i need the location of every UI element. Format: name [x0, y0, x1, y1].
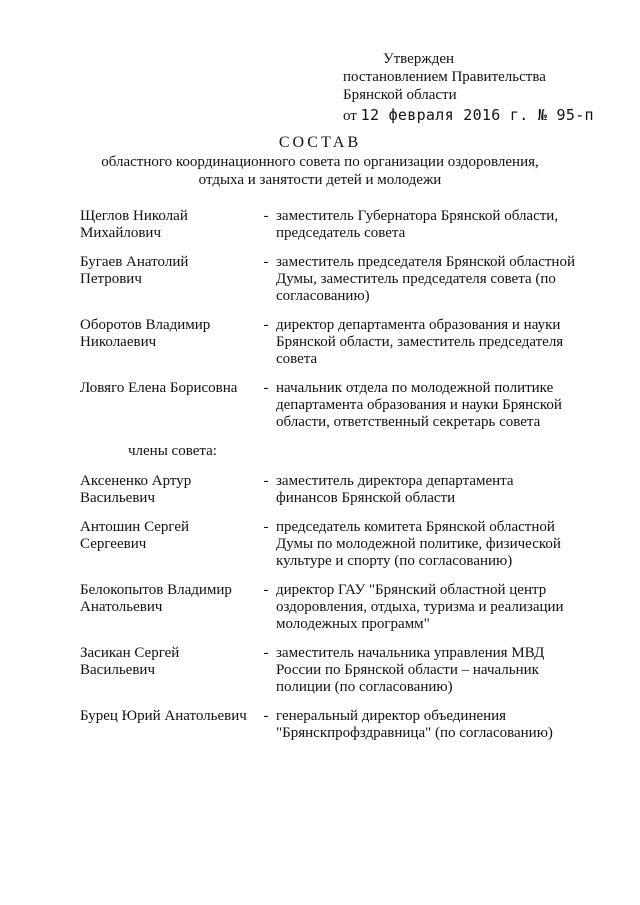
member-position: генеральный директор объединения "Брянскпрофздравница" (по согласованию)	[276, 708, 553, 741]
member-name-line: Николаевич	[80, 334, 157, 350]
member-name-line: Петрович	[80, 271, 142, 287]
approval-line-region: Брянской области	[343, 87, 457, 103]
member-name-line: Васильевич	[80, 490, 155, 506]
member-row	[80, 208, 580, 242]
member-name	[80, 317, 258, 368]
member-row	[80, 473, 580, 507]
member-name	[80, 254, 258, 305]
member-name-line: Михайлович	[80, 225, 161, 241]
member-position: директор департамента образования и науки Брянской области, заместитель председателя совета	[276, 317, 564, 367]
member-name-line: Щеглов Николай	[80, 208, 188, 224]
member-row	[80, 645, 580, 696]
member-position: начальник отдела по молодежной политике департамента образования и науки Брянской области, ответственный секретарь совета	[276, 380, 562, 430]
member-name-line: Аксененко Артур	[80, 473, 192, 489]
member-row	[80, 519, 580, 570]
member-dash: -	[263, 582, 269, 598]
member-name-line: Бугаев Анатолий	[80, 254, 189, 270]
member-name	[80, 645, 258, 696]
approval-block	[343, 50, 623, 125]
member-name	[80, 708, 258, 742]
member-row	[80, 254, 580, 305]
subtitle-line-2: отдыха и занятости детей и молодежи	[198, 172, 442, 188]
member-name-line: Сергеевич	[80, 536, 147, 552]
member-dash: -	[263, 254, 269, 270]
member-name	[80, 519, 258, 570]
member-name-line: Засикан Сергей	[80, 645, 180, 661]
approval-line-resolution: постановлением Правительства	[343, 69, 546, 85]
member-dash: -	[263, 519, 269, 535]
member-position: директор ГАУ "Брянский областной центр оздоровления, отдыха, туризма и реализации молодежных программ"	[276, 582, 564, 632]
member-name-line: Бурец Юрий Анатольевич	[80, 708, 247, 724]
member-row	[80, 317, 580, 368]
member-position: заместитель директора департамента финансов Брянской области	[276, 473, 514, 506]
members-list	[80, 208, 580, 754]
member-name	[80, 473, 258, 507]
member-dash: -	[263, 473, 269, 489]
member-name-line: Васильевич	[80, 662, 155, 678]
document-title: СОСТАВ	[278, 134, 362, 151]
member-dash: -	[263, 380, 269, 396]
member-row	[80, 582, 580, 633]
member-name	[80, 582, 258, 633]
section-label-members: члены совета:	[128, 443, 217, 459]
approval-date-prefix: от	[343, 108, 357, 124]
member-name-line: Белокопытов Владимир	[80, 582, 232, 598]
subtitle-line-1: областного координационного совета по организации оздоровления,	[101, 154, 539, 170]
member-row	[80, 380, 580, 431]
member-dash: -	[263, 317, 269, 333]
approval-line-date	[343, 106, 623, 125]
member-position: заместитель начальника управления МВД России по Брянской области – начальник полиции (по согласованию)	[276, 645, 545, 695]
approval-line-approved: Утвержден	[383, 51, 455, 67]
member-dash: -	[263, 708, 269, 724]
member-dash: -	[263, 645, 269, 661]
member-name-line: Ловяго Елена Борисовна	[80, 380, 238, 396]
member-name	[80, 380, 258, 431]
member-name-line: Антошин Сергей	[80, 519, 190, 535]
member-position: заместитель Губернатора Брянской области, председатель совета	[276, 208, 559, 241]
member-dash: -	[263, 208, 269, 224]
member-name	[80, 208, 258, 242]
approval-date-number: 12 февраля 2016 г. № 95-п	[360, 106, 594, 124]
member-position: заместитель председателя Брянской областной Думы, заместитель председателя совета (по согласованию)	[276, 254, 575, 304]
document-subtitle	[60, 153, 580, 189]
member-position: председатель комитета Брянской областной Думы по молодежной политике, физической культуре и спорту (по согласованию)	[276, 519, 561, 569]
member-name-line: Оборотов Владимир	[80, 317, 211, 333]
member-row	[80, 708, 580, 742]
member-name-line: Анатольевич	[80, 599, 163, 615]
